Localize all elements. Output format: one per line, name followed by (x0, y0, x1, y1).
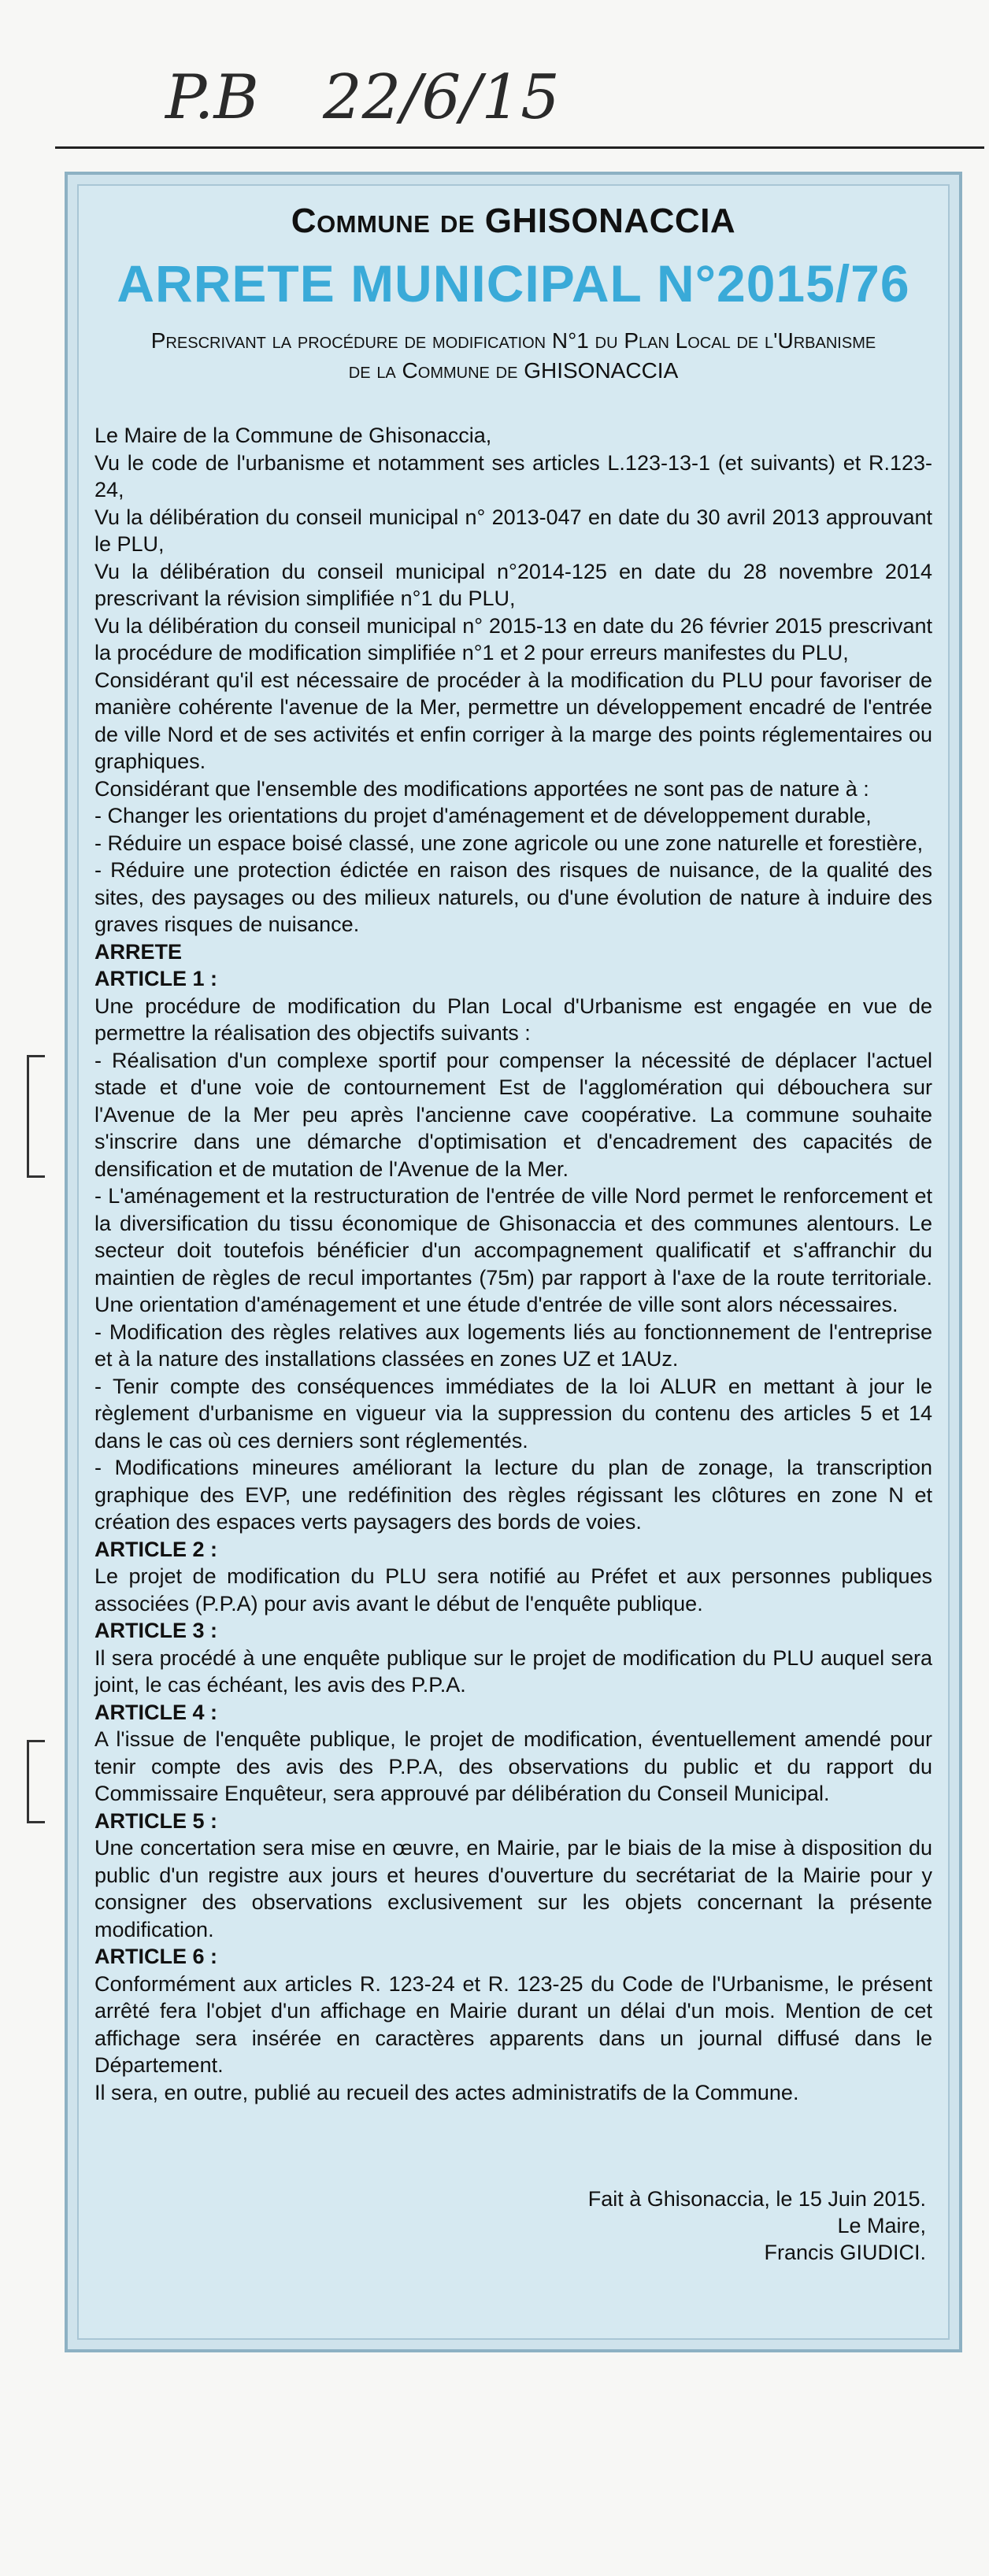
body-paragraph: Considérant qu'il est nécessaire de procéder à la modification du PLU pour favoriser de manière cohérente l'avenue de la Mer, permettre un développement encadré de l'entrée de ville Nord et de ses activités et enfin corriger à la marge des points réglementaires ou graphiques. (94, 668, 932, 773)
signature-role: Le Maire, (837, 2214, 926, 2237)
body-paragraph: Le projet de modification du PLU sera notifié au Préfet et aux personnes publiques associées (P.P.A) pour avis avant le début de l'enquête publique. (94, 1564, 932, 1616)
body-paragraph: - Modifications mineures améliorant la lecture du plan de zonage, la transcription graphique des EVP, une redéfinition des règles régissant les clôtures en zone N et création des espaces verts paysagers des bords de voies. (94, 1456, 932, 1534)
article-heading: ARTICLE 6 : (94, 1945, 218, 1968)
handwritten-date: 22/6/15 (323, 62, 560, 133)
body-paragraph: A l'issue de l'enquête publique, le projet de modification, éventuellement amendé pour tenir compte des avis des P.P.A, des observations du public et du rapport du Commissaire Enquêteur, sera approuvé par délibération du Conseil Municipal. (94, 1727, 932, 1805)
article-heading: ARTICLE 4 : (94, 1700, 218, 1724)
margin-bracket-article-1 (27, 1055, 45, 1178)
body-paragraph: - Réduire une protection édictée en raison des risques de nuisance, de la qualité des sites, des paysages ou des milieux naturels, ou d'une évolution de nature à induire des graves risques de nuisance. (94, 858, 932, 936)
commune-heading: Commune de GHISONACCIA (291, 202, 736, 240)
handwritten-initials: P.B (165, 62, 259, 133)
handwritten-annotation (0, 0, 989, 157)
page-rule (55, 146, 984, 149)
body-paragraph: Il sera procédé à une enquête publique sur le projet de modification du PLU auquel sera joint, le cas échéant, les avis des P.P.A. (94, 1645, 932, 1697)
body-paragraph: - Modification des règles relatives aux logements liés au fonctionnement de l'entreprise et à la nature des installations classées en zones UZ et 1AUz. (94, 1319, 932, 1371)
arrete-title: ARRETE MUNICIPAL N°2015/76 (117, 254, 910, 313)
body-paragraph: Considérant que l'ensemble des modifications apportées ne sont pas de nature à : (94, 776, 869, 801)
body-paragraph: Il sera, en outre, publié au recueil des actes administratifs de la Commune. (94, 2080, 799, 2104)
body-paragraph: - Tenir compte des conséquences immédiates de la loi ALUR en mettant à jour le règlement d'urbanisme en vigueur via la suppression du contenu des articles 5 et 14 dans le cas où ces derniers sont réglementés. (94, 1374, 932, 1453)
body-paragraph: - Changer les orientations du projet d'aménagement et de développement durable, (94, 804, 872, 827)
legal-notice-frame (65, 172, 962, 2352)
signature-place-date: Fait à Ghisonaccia, le 15 Juin 2015. (587, 2187, 926, 2211)
article-heading: ARTICLE 1 : (94, 967, 218, 990)
body-paragraph: - Réduire un espace boisé classé, une zone agricole ou une zone naturelle et forestière, (94, 831, 924, 855)
body-paragraph: - Réalisation d'un complexe sportif pour compenser la nécessité de déplacer l'actuel stade et d'une voie de contournement Est de l'agglomération qui débouchera sur l'Avenue de la Mer peu après l'ancienne cave coopérative. La commune souhaite s'inscrire dans une démarche d'optimisation et d'encadrement des capacités de densification et de mutation de l'Avenue de la Mer. (94, 1048, 932, 1181)
body-paragraph: Vu la délibération du conseil municipal n° 2015-13 en date du 26 février 2015 prescrivant la procédure de modification simplifiée n°1 et 2 pour erreurs manifestes du PLU, (94, 613, 932, 664)
signature-block (588, 2186, 926, 2266)
subtitle-line-1: Prescrivant la procédure de modification N°1 du Plan Local de l'Urbanisme (150, 328, 876, 353)
body-paragraph: Le Maire de la Commune de Ghisonaccia, (94, 424, 492, 447)
signature-name: Francis GIUDICI. (764, 2241, 926, 2264)
body-paragraph: Une concertation sera mise en œuvre, en Mairie, par le biais de la mise à disposition du public d'un registre aux jours et heures d'ouverture du secrétariat de la Mairie pour y consigner des observations exclusivement sur les objets concernant la présente modification. (94, 1836, 932, 1941)
margin-bracket-article-2 (27, 1740, 45, 1823)
body-paragraph: Vu le code de l'urbanisme et notamment ses articles L.123-13-1 (et suivants) et R.123-24, (94, 450, 932, 502)
article-heading: ARTICLE 2 : (94, 1537, 218, 1561)
subtitle-line-2: de la Commune de GHISONACCIA (348, 358, 679, 383)
arrete-body (94, 422, 932, 2106)
legal-notice-inner (77, 184, 950, 2340)
body-paragraph: Une procédure de modification du Plan Local d'Urbanisme est engagée en vue de permettre la réalisation des objectifs suivants : (94, 994, 932, 1045)
body-paragraph: Conformément aux articles R. 123-24 et R. 123-25 du Code de l'Urbanisme, le présent arrêté fera l'objet d'un affichage en Mairie durant un délai d'un mois. Mention de cet affichage sera insérée en caractères apparents dans un journal diffusé dans le Département. (94, 1971, 932, 2077)
body-paragraph: Vu la délibération du conseil municipal n° 2013-047 en date du 30 avril 2013 approuvant le PLU, (94, 505, 932, 556)
body-paragraph: Vu la délibération du conseil municipal n°2014-125 en date du 28 novembre 2014 prescrivant la révision simplifiée n°1 du PLU, (94, 559, 932, 610)
article-heading: ARRETE (94, 939, 183, 964)
article-heading: ARTICLE 3 : (94, 1619, 218, 1642)
body-paragraph: - L'aménagement et la restructuration de l'entrée de ville Nord permet le renforcement et la diversification du tissu économique de Ghisonaccia et des communes alentours. Le secteur doit toutefois bénéficier d'un accompagnement qualificatif et s'affranchir du maintien de règles de recul importantes (75m) par rapport à l'axe de la route territoriale. Une orientation d'aménagement et une étude d'entrée de ville sont alors nécessaires. (94, 1184, 932, 1316)
arrete-subtitle (102, 326, 924, 386)
article-heading: ARTICLE 5 : (94, 1808, 218, 1833)
